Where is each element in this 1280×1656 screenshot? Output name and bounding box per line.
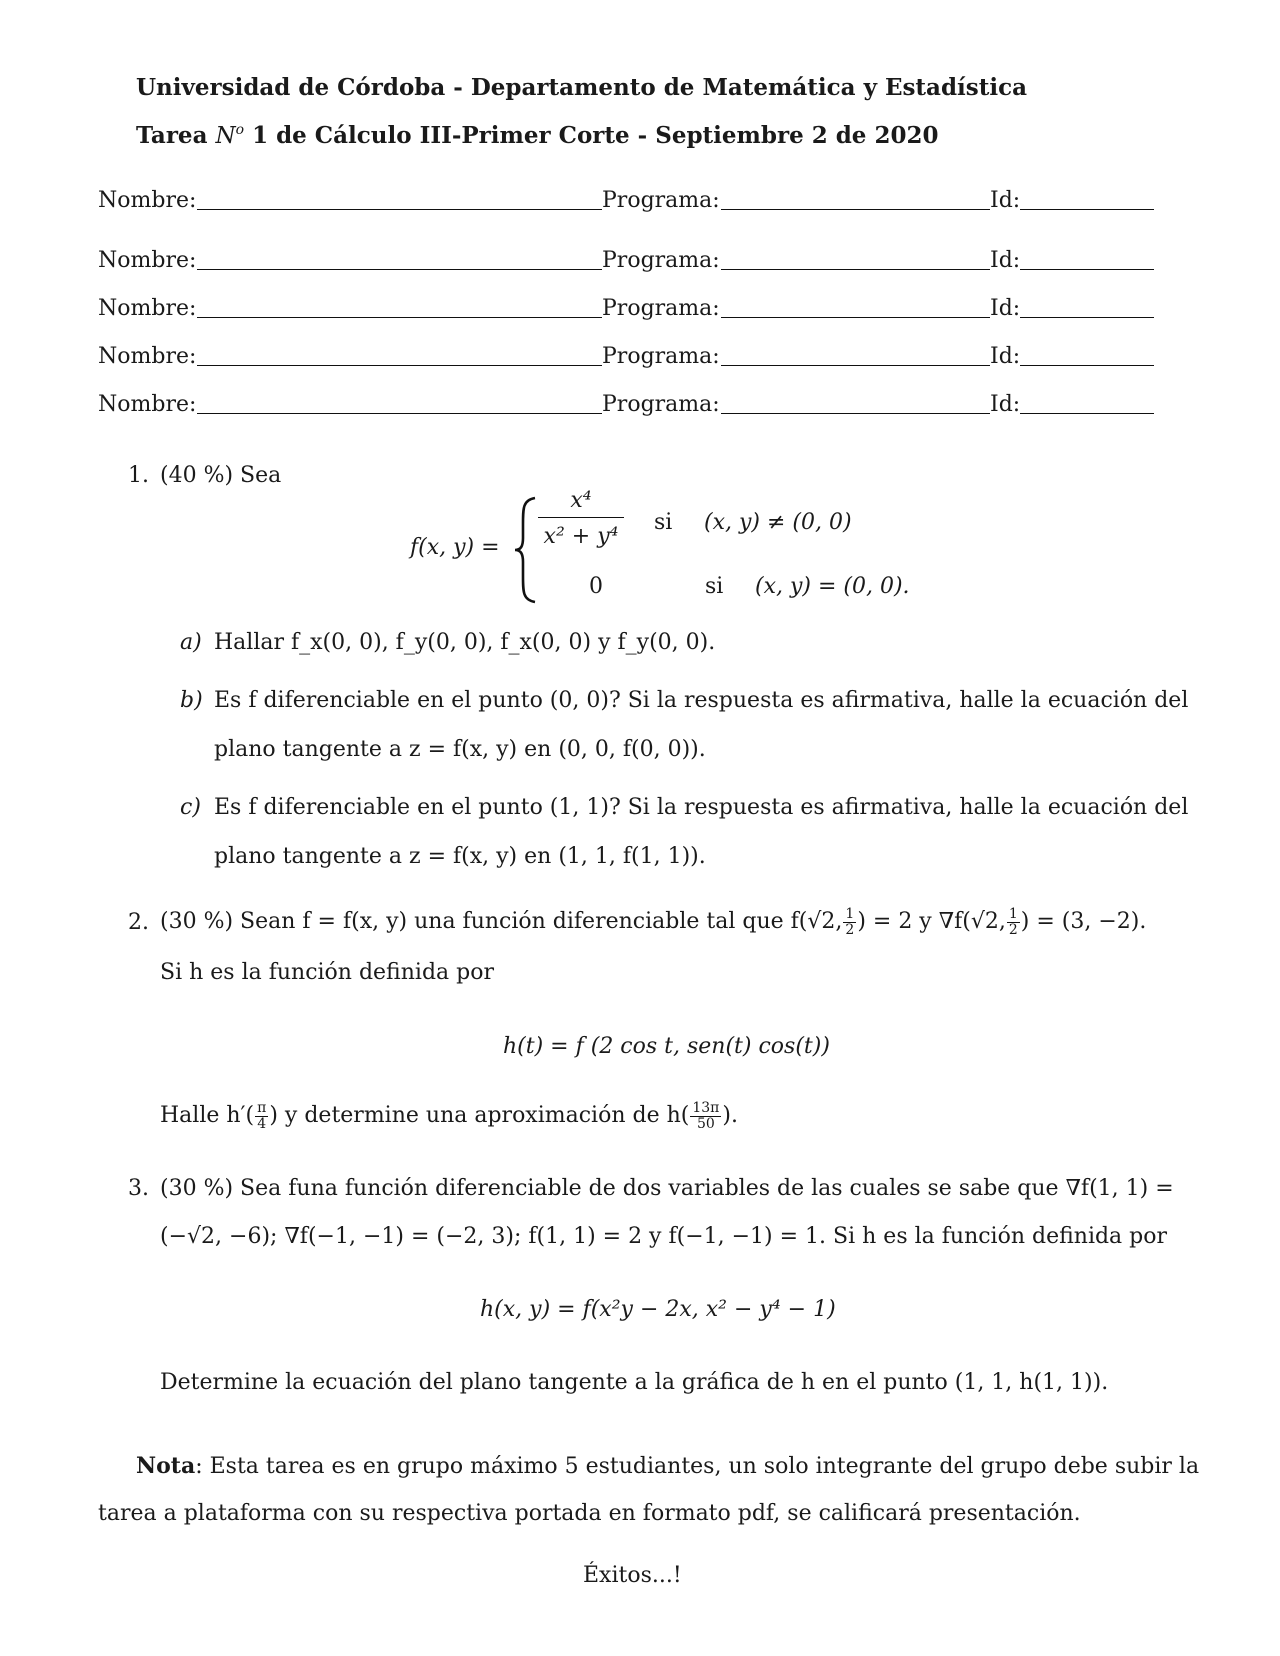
- q1-case1-condition: (x, y) ≠ (0, 0): [704, 510, 852, 535]
- closing-text: Éxitos...!: [583, 1563, 682, 1588]
- programa-label: Programa:: [602, 188, 720, 213]
- nombre-field[interactable]: [197, 269, 602, 270]
- q1-case2-value: 0: [589, 574, 603, 599]
- note-line1: Nota: Esta tarea es en grupo máximo 5 estudiantes, un solo integrante del grupo debe subir la: [136, 1453, 1200, 1479]
- nombre-label: Nombre:: [98, 392, 197, 417]
- q1-lhs: f(x, y) =: [410, 535, 500, 560]
- id-field[interactable]: [1020, 365, 1154, 366]
- q3-formula: h(x, y) = f(x²y − 2x, x² − y⁴ − 1): [480, 1297, 836, 1322]
- id-label: Id:: [990, 188, 1021, 213]
- q2-half-fraction-1: $\frac{1}{2}$: [845, 905, 855, 938]
- nombre-field[interactable]: [197, 209, 602, 210]
- id-label: Id:: [990, 344, 1021, 369]
- nombre-field[interactable]: [197, 413, 602, 414]
- q2-line2: Si h es la función definida por: [160, 960, 494, 985]
- header-university: Universidad de Córdoba - Departamento de Matemática y Estadística: [136, 74, 1027, 101]
- q1-number: 1.: [128, 463, 149, 488]
- id-field[interactable]: [1020, 209, 1154, 210]
- nombre-label: Nombre:: [98, 188, 197, 213]
- q1-weight: (40 %) Sea: [160, 463, 282, 488]
- programa-field[interactable]: [721, 317, 990, 318]
- programa-label: Programa:: [602, 248, 720, 273]
- q2-formula: h(t) = f (2 cos t, sen(t) cos(t)): [503, 1034, 830, 1059]
- q1-b-line1: Es f diferenciable en el punto (0, 0)? Si la respuesta es afirmativa, halle la ecuación del: [214, 688, 1189, 713]
- q3-line3: Determine la ecuación del plano tangente a la gráfica de h en el punto (1, 1, h(1, 1)).: [160, 1370, 1109, 1395]
- q1-c-label: c): [180, 795, 201, 820]
- q1-c-line2: plano tangente a z = f(x, y) en (1, 1, f(1, 1)).: [214, 844, 706, 869]
- q3-line2: (−√2, −6); ∇f(−1, −1) = (−2, 3); f(1, 1) = 2 y f(−1, −1) = 1. Si h es la función definida por: [160, 1224, 1168, 1249]
- q2-13pi-over-50-fraction: $\frac{13\pi}{50}$: [692, 1099, 720, 1132]
- q1-case1-fraction: $\frac{\text{x⁴}}{\text{x² + y⁴}}$: [538, 488, 624, 549]
- q2-line1: (30 %) Sean f = f(x, y) una función diferenciable tal que f(√2, $\frac{1}{2}$ ) = 2 y ∇f(√2, $\frac{1}{2}$ ) = (3, −2).: [160, 905, 1147, 938]
- id-field[interactable]: [1020, 269, 1154, 270]
- q1-b-line2: plano tangente a z = f(x, y) en (0, 0, f(0, 0)).: [214, 737, 706, 762]
- programa-field[interactable]: [721, 413, 990, 414]
- programa-field[interactable]: [721, 269, 990, 270]
- q1-case2-si: si: [705, 574, 724, 599]
- q2-pi-over-4-fraction: $\frac{\pi}{4}$: [257, 1099, 267, 1132]
- q1-case2-condition: (x, y) = (0, 0).: [755, 574, 910, 599]
- note-label: Nota: [136, 1453, 196, 1479]
- programa-field[interactable]: [721, 209, 990, 210]
- q1-left-brace: [513, 496, 539, 604]
- q2-half-fraction-2: $\frac{1}{2}$: [1008, 905, 1018, 938]
- nombre-field[interactable]: [197, 365, 602, 366]
- q1-a-label: a): [180, 630, 202, 655]
- nombre-field[interactable]: [197, 317, 602, 318]
- id-label: Id:: [990, 392, 1021, 417]
- nombre-label: Nombre:: [98, 344, 197, 369]
- note-line2: tarea a plataforma con su respectiva portada en formato pdf, se calificará presentación.: [98, 1501, 1081, 1526]
- nombre-label: Nombre:: [98, 296, 197, 321]
- programa-label: Programa:: [602, 344, 720, 369]
- header-assignment: Tarea $N^o$ 1 de Cálculo III-Primer Corte - Septiembre 2 de 2020: [136, 122, 939, 149]
- q1-a-text: Hallar f_x(0, 0), f_y(0, 0), f_x(0, 0) y f_y(0, 0).: [214, 630, 716, 655]
- id-field[interactable]: [1020, 317, 1154, 318]
- id-field[interactable]: [1020, 413, 1154, 414]
- q3-line1: (30 %) Sea funa función diferenciable de dos variables de las cuales se sabe que ∇f(1, 1) =: [160, 1176, 1174, 1201]
- id-label: Id:: [990, 248, 1021, 273]
- q2-line3: Halle h′( $\frac{\pi}{4}$ ) y determine una aproximación de h( $\frac{13\pi}{50}$ ).: [160, 1099, 738, 1132]
- id-label: Id:: [990, 296, 1021, 321]
- q1-c-line1: Es f diferenciable en el punto (1, 1)? Si la respuesta es afirmativa, halle la ecuación del: [214, 795, 1189, 820]
- q3-number: 3.: [128, 1176, 149, 1201]
- q2-number: 2.: [128, 910, 149, 935]
- programa-label: Programa:: [602, 392, 720, 417]
- programa-field[interactable]: [721, 365, 990, 366]
- nombre-label: Nombre:: [98, 248, 197, 273]
- programa-label: Programa:: [602, 296, 720, 321]
- q1-b-label: b): [180, 688, 203, 713]
- q1-case1-si: si: [654, 510, 673, 535]
